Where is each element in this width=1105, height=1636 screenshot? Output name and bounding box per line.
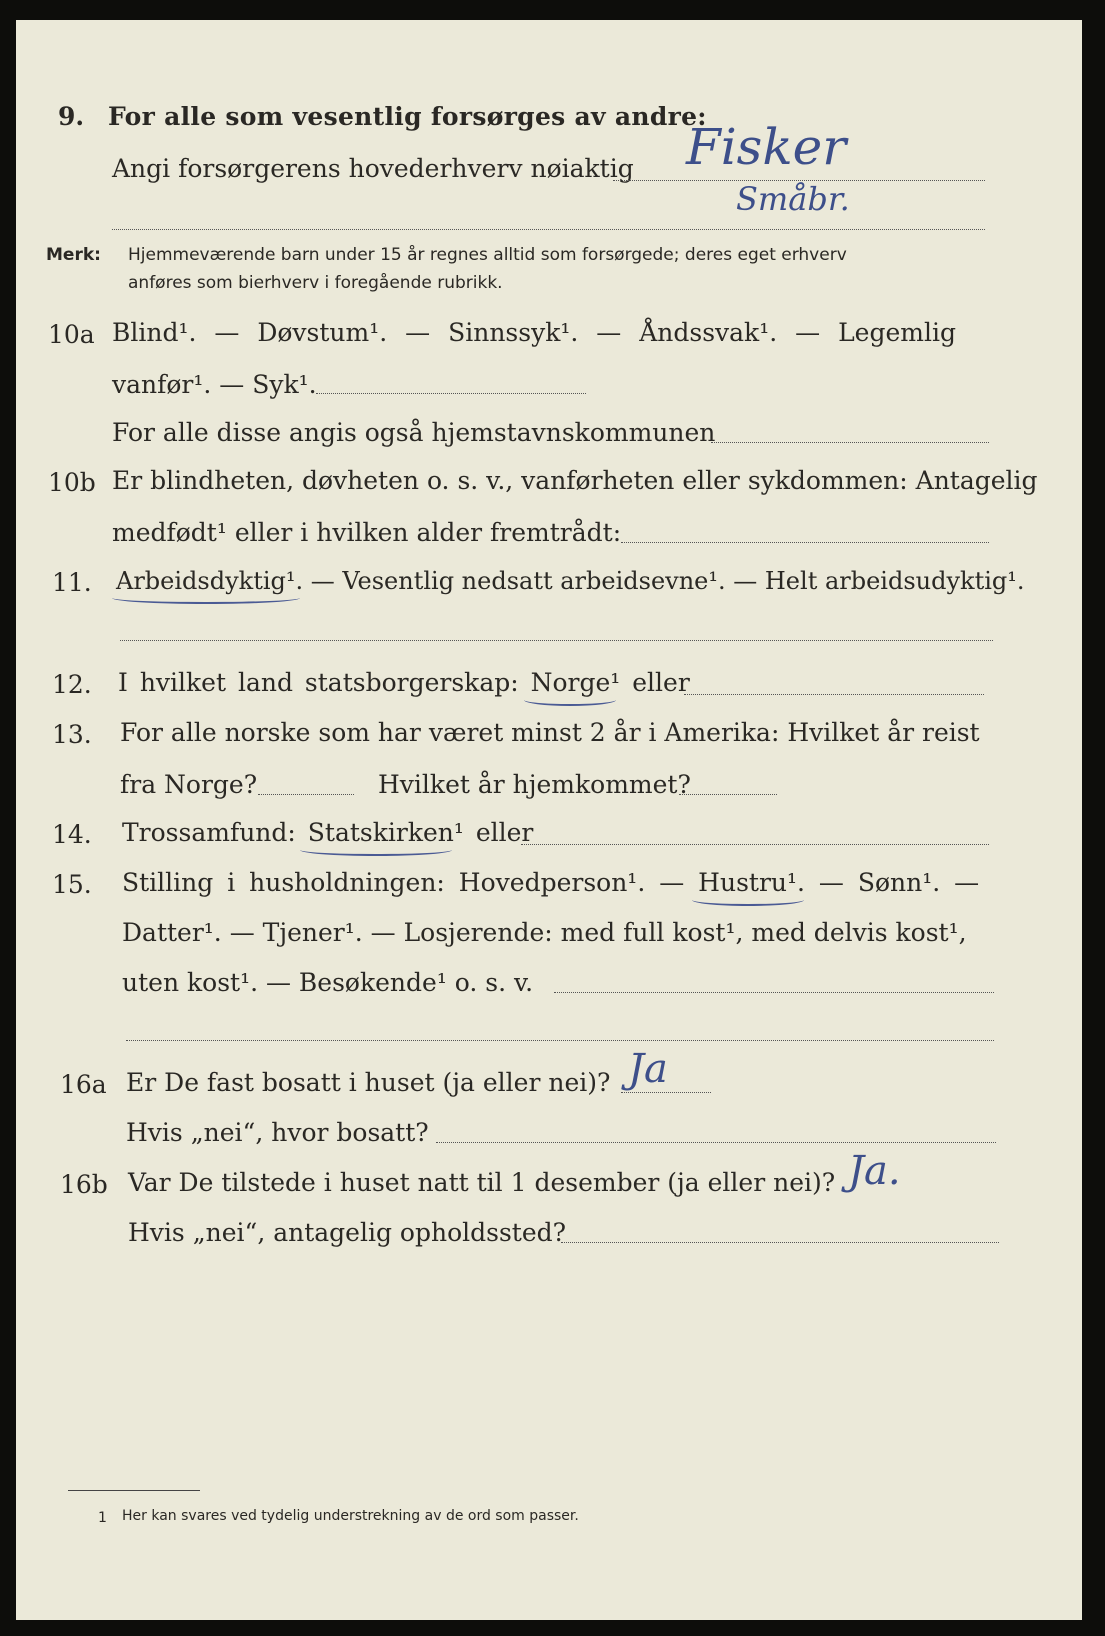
merk-label: Merk: [46,245,101,265]
q16a-number: 16a [60,1070,107,1099]
q15-line3: uten kost¹. — Besøkende¹ o. s. v. [122,968,534,997]
q12-answer-line [684,694,984,695]
q10b-line1: Er blindheten, døvheten o. s. v., vanførheten eller sykdommen: Antagelig [112,466,1038,495]
merk-line2: anføres som bierhverv i foregående rubrikk. [128,273,503,293]
q10b-line2: medfødt¹ eller i hvilken alder fremtrådt: [112,518,622,547]
footnote-mark: 1 [98,1510,107,1526]
q10b-number: 10b [48,468,96,497]
q16a-answer-line [621,1092,711,1093]
q9-handwritten-answer1: Fisker [686,118,847,176]
q10a-number: 10a [48,320,95,349]
q10a-line2: vanfør¹. — Syk¹. [112,370,317,399]
q16a-line1: Er De fast bosatt i huset (ja eller nei)? [126,1068,611,1097]
q14-statskirken-underline [300,844,452,856]
q15-second-line [126,1040,994,1041]
q15-line1: Stilling i husholdningen: Hovedperson¹. — Hustru¹. — Sønn¹. — [122,868,980,897]
q16b-line2: Hvis „nei“, antagelig opholdssted? [128,1218,567,1247]
q11-answer-underline [112,592,300,604]
q10a-line1: Blind¹. — Døvstum¹. — Sinnssyk¹. — Åndssvak¹. — Legemlig [112,318,956,347]
q10a-line3: For alle disse angis også hjemstavnskommunen [112,418,716,447]
q15-number: 15. [52,870,92,899]
q10b-answer-line [621,542,989,543]
q11-second-line [120,640,993,641]
q13-number: 13. [52,720,92,749]
q9-handwritten-answer2: Småbr. [736,180,850,218]
q16a-line2: Hvis „nei“, hvor bosatt? [126,1118,429,1147]
q16b-opholdssted-line [561,1242,999,1243]
q15-line2: Datter¹. — Tjener¹. — Losjerende: med full kost¹, med delvis kost¹, [122,918,967,947]
q13-line2b: Hvilket år hjemkommet? [378,770,691,799]
footnote-text: Her kan svares ved tydelig understrekning av de ord som passer. [122,1508,579,1524]
q9-second-line [112,229,985,230]
q10a-syk-line [316,393,586,394]
q16a-handwritten-answer: Ja [628,1046,668,1092]
q13-line1: For alle norske som har været minst 2 år i Amerika: Hvilket år reist [120,718,980,747]
q9-line2: Angi forsørgerens hovederhverv nøiaktig [112,154,634,183]
q13-reist-line [258,794,354,795]
footnote-rule [68,1490,200,1491]
q16b-handwritten-answer: Ja. [848,1148,901,1194]
q14-answer-line [521,844,989,845]
q13-hjemkommet-line [679,794,777,795]
merk-line1: Hjemmeværende barn under 15 år regnes alltid som forsørgede; deres eget erhverv [128,245,847,265]
q16a-bosatt-line [436,1142,996,1143]
q15-answer-line [554,992,994,993]
q13-line2a: fra Norge? [120,770,258,799]
q9-number: 9. [58,102,85,131]
q16b-line1: Var De tilstede i huset natt til 1 desember (ja eller nei)? [128,1168,836,1197]
q12-norge-underline [524,694,616,706]
q12-number: 12. [52,670,92,699]
q15-hustru-underline [692,894,804,906]
q14-line1: Trossamfund: Statskirken¹ eller [122,818,534,847]
census-form-page [16,20,1082,1620]
q10a-kommune-line [711,442,989,443]
q11-line1: Arbeidsdyktig¹. — Vesentlig nedsatt arbeidsevne¹. — Helt arbeidsudyktig¹. [116,567,1025,595]
q14-number: 14. [52,820,92,849]
q11-number: 11. [52,568,92,597]
q9-line1: For alle som vesentlig forsørges av andre: [108,102,707,131]
q16b-number: 16b [60,1170,108,1199]
q12-line1: I hvilket land statsborgerskap: Norge¹ eller [118,668,690,697]
